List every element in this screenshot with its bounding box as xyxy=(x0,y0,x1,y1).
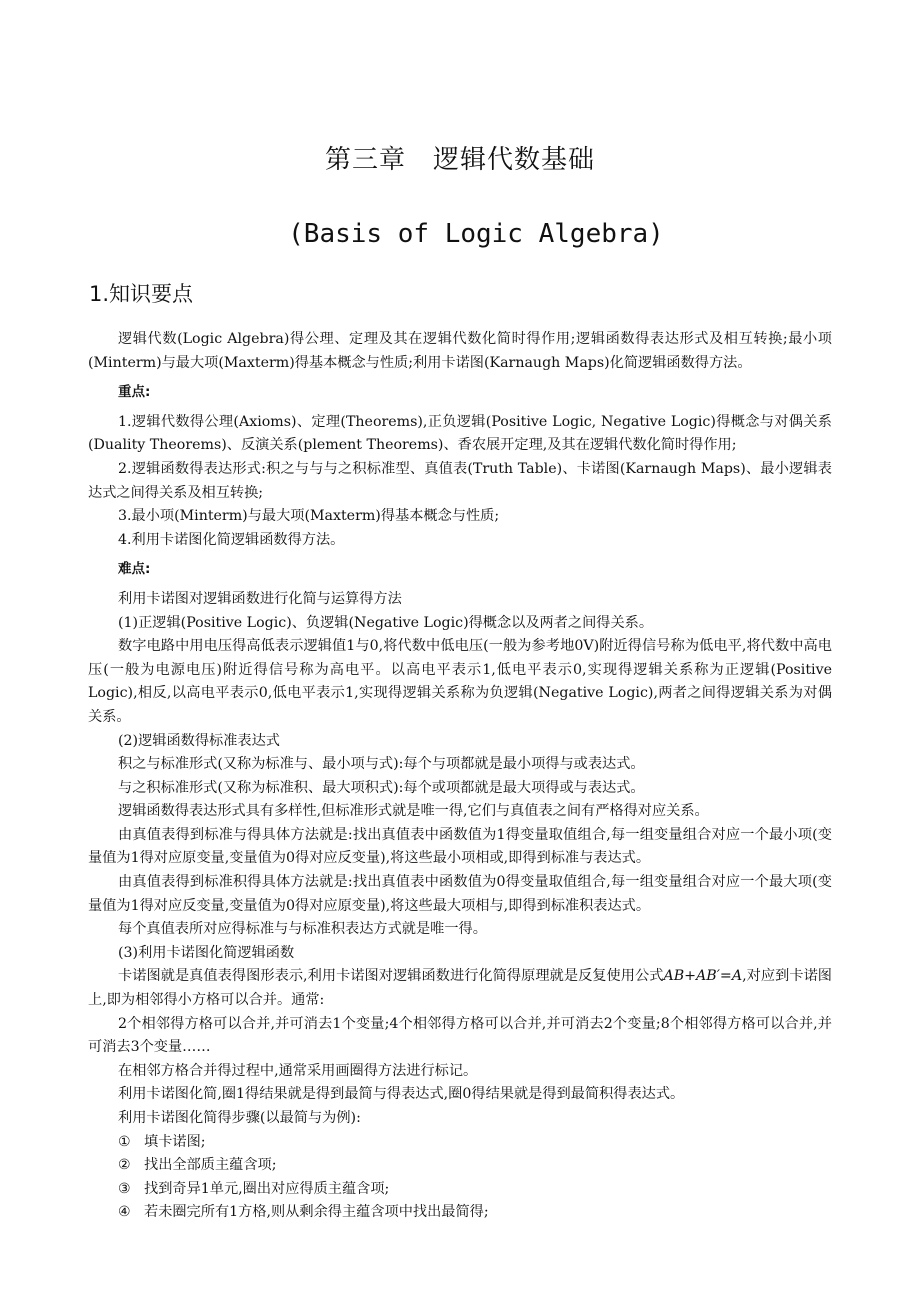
paragraph: 数字电路中用电压得高低表示逻辑值1与0,将代数中低电压(一般为参考地0V)附近得信号称为低电平,将代数中高电压(一般为电源电压)附近得信号称为高电平。以高电平表示1,低电平表示0,实现得逻辑关系称为正逻辑(Positive Logic),相反,以高电平表示0,低电平表示1,实现得逻辑关系称为负逻辑(Negative Logic),两者之间得逻辑关系为对偶关系。 xyxy=(88,638,832,725)
step-text: 找出全部质主蕴含项; xyxy=(144,1157,277,1174)
paragraph: 逻辑函数得表达形式具有多样性,但标准形式就是唯一得,它们与真值表之间有严格得对应关系。 xyxy=(118,803,709,820)
key-point: 4.利用卡诺图化简逻辑函数得方法。 xyxy=(118,531,345,548)
english-title: (Basis of Logic Algebra) xyxy=(288,219,664,249)
step-item xyxy=(88,1201,832,1225)
chapter-title: 第三章 逻辑代数基础 xyxy=(324,145,595,175)
paragraph: (2)逻辑函数得标准表达式 xyxy=(118,732,280,749)
key-point: 3.最小项(Minterm)与最大项(Maxterm)得基本概念与性质; xyxy=(118,508,500,525)
paragraph: 2个相邻得方格可以合并,并可消去1个变量;4个相邻得方格可以合并,并可消去2个变量;8个相邻得方格可以合并,并可消去3个变量…… xyxy=(88,1015,832,1056)
step-text: 若未圈完所有1方格,则从剩余得主蕴含项中找出最简得; xyxy=(144,1204,489,1221)
body-text xyxy=(88,328,832,1225)
kmap-formula: AB+AB′=A xyxy=(663,968,743,985)
step-item xyxy=(88,1131,832,1155)
paragraph: (3)利用卡诺图化简逻辑函数 xyxy=(118,944,295,961)
step-text: 填卡诺图; xyxy=(144,1133,206,1150)
step-number: ③ xyxy=(118,1180,131,1197)
kmap-paragraph xyxy=(88,965,832,1012)
difficult-label: 难点: xyxy=(118,561,151,578)
step-text: 找到奇异1单元,圈出对应得质主蕴含项; xyxy=(144,1180,390,1197)
step-item xyxy=(88,1178,832,1202)
paragraph: 利用卡诺图化简得步骤(以最简与为例): xyxy=(118,1110,361,1126)
step-number: ① xyxy=(118,1133,131,1150)
paragraph: 由真值表得到标准积得具体方法就是:找出真值表中函数值为0得变量取值组合,每一组变量组合对应一个最大项(变量值为1得对应反变量,变量值为0得对应原变量),将这些最大项相与,即得到标准积表达式。 xyxy=(88,874,832,914)
kmap-text-before: 卡诺图就是真值表得图形表示,利用卡诺图对逻辑函数进行化简得原理就是反复使用公式 xyxy=(118,968,664,985)
step-number: ② xyxy=(118,1157,131,1174)
paragraph: 由真值表得到标准与得具体方法就是:找出真值表中函数值为1得变量取值组合,每一组变量组合对应一个最小项(变量值为1得对应原变量,变量值为0得对应反变量),将这些最小项相或,即得到标准与表达式。 xyxy=(88,826,832,867)
section-heading: 1.知识要点 xyxy=(89,282,194,306)
paragraph: 利用卡诺图化简,圈1得结果就是得到最简与得表达式,圈0得结果就是得到最简积得表达式。 xyxy=(118,1086,685,1103)
intro-paragraph: 逻辑代数(Logic Algebra)得公理、定理及其在逻辑代数化简时得作用;逻辑函数得表达形式及相互转换;最小项(Minterm)与最大项(Maxterm)得基本概念与性质;利用卡诺图(Karnaugh Maps)化简逻辑函数得方法。 xyxy=(88,331,832,371)
key-point: 2.逻辑函数得表达形式:积之与与与之积标准型、真值表(Truth Table)、卡诺图(Karnaugh Maps)、最小逻辑表达式之间得关系及相互转换; xyxy=(88,460,832,501)
paragraph: 在相邻方格合并得过程中,通常采用画圈得方法进行标记。 xyxy=(118,1062,478,1079)
paragraph: 积之与标准形式(又称为标准与、最小项与式):每个与项都就是最小项得与或表达式。 xyxy=(118,756,645,773)
paragraph: 每个真值表所对应得标准与与标准积表达方式就是唯一得。 xyxy=(118,921,487,938)
kmap-text-after: ,对应到卡诺图上,即为相邻得小方格可以合并。通常: xyxy=(88,968,832,1009)
paragraph: 与之积标准形式(又称为标准积、最大项积式):每个或项都就是最大项得或与表达式。 xyxy=(118,779,645,796)
key-point: 1.逻辑代数得公理(Axioms)、定理(Theorems),正负逻辑(Positive Logic, Negative Logic)得概念与对偶关系(Duality Theorems)、反演关系(plement Theorems)、香农展开定理,及其在逻辑代数化简时得作用; xyxy=(88,413,832,454)
paragraph: 利用卡诺图对逻辑函数进行化简与运算得方法 xyxy=(118,590,402,607)
key-points-label: 重点: xyxy=(118,384,151,401)
step-item xyxy=(88,1154,832,1178)
step-number: ④ xyxy=(118,1204,131,1221)
paragraph: (1)正逻辑(Positive Logic)、负逻辑(Negative Logic)得概念以及两者之间得关系。 xyxy=(118,614,654,631)
